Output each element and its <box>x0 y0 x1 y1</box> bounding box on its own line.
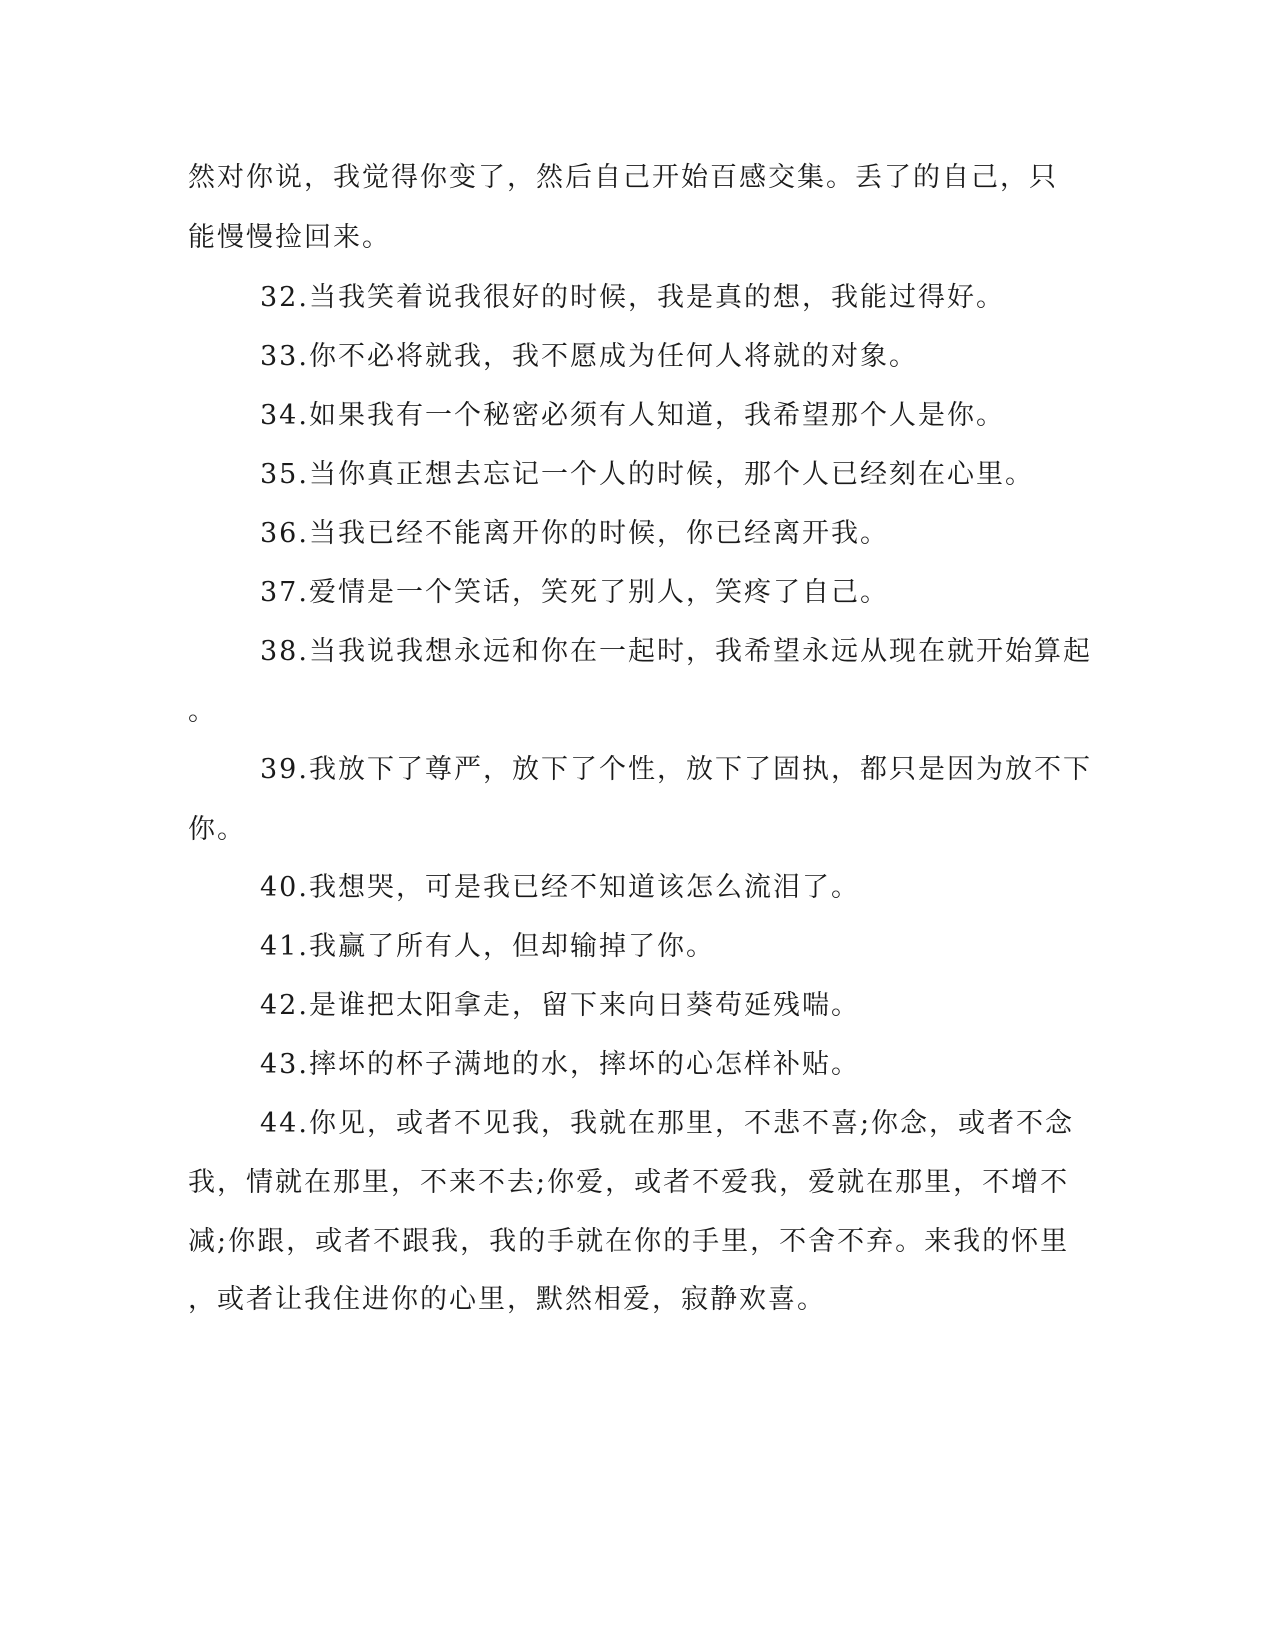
text-line: 。 <box>188 696 217 727</box>
text-line: 42.是谁把太阳拿走，留下来向日葵苟延残喘。 <box>260 990 860 1021</box>
text-line: 能慢慢捡回来。 <box>188 222 391 253</box>
text-line: 我，情就在那里，不来不去;你爱，或者不爱我，爱就在那里，不增不 <box>188 1167 1070 1198</box>
text-line: 37.爱情是一个笑话，笑死了别人，笑疼了自己。 <box>260 577 889 608</box>
text-line: 然对你说，我觉得你变了，然后自己开始百感交集。丢了的自己，只 <box>188 162 1058 193</box>
text-line: ，或者让我住进你的心里，默然相爱，寂静欢喜。 <box>188 1284 826 1315</box>
text-line: 44.你见，或者不见我，我就在那里，不悲不喜;你念，或者不念 <box>260 1108 1075 1139</box>
text-line: 39.我放下了尊严，放下了个性，放下了固执，都只是因为放不下 <box>260 754 1092 785</box>
text-line: 40.我想哭，可是我已经不知道该怎么流泪了。 <box>260 872 860 903</box>
text-line: 43.摔坏的杯子满地的水，摔坏的心怎样补贴。 <box>260 1049 860 1080</box>
text-line: 减;你跟，或者不跟我，我的手就在你的手里，不舍不弃。来我的怀里 <box>188 1226 1070 1257</box>
text-line: 36.当我已经不能离开你的时候，你已经离开我。 <box>260 518 889 549</box>
text-line: 你。 <box>188 814 246 845</box>
text-line: 38.当我说我想永远和你在一起时，我希望永远从现在就开始算起 <box>260 636 1092 667</box>
text-line: 35.当你真正想去忘记一个人的时候，那个人已经刻在心里。 <box>260 459 1034 490</box>
text-line: 34.如果我有一个秘密必须有人知道，我希望那个人是你。 <box>260 400 1005 431</box>
text-line: 33.你不必将就我，我不愿成为任何人将就的对象。 <box>260 341 918 372</box>
text-line: 41.我赢了所有人，但却输掉了你。 <box>260 931 715 962</box>
text-line: 32.当我笑着说我很好的时候，我是真的想，我能过得好。 <box>260 282 1005 313</box>
